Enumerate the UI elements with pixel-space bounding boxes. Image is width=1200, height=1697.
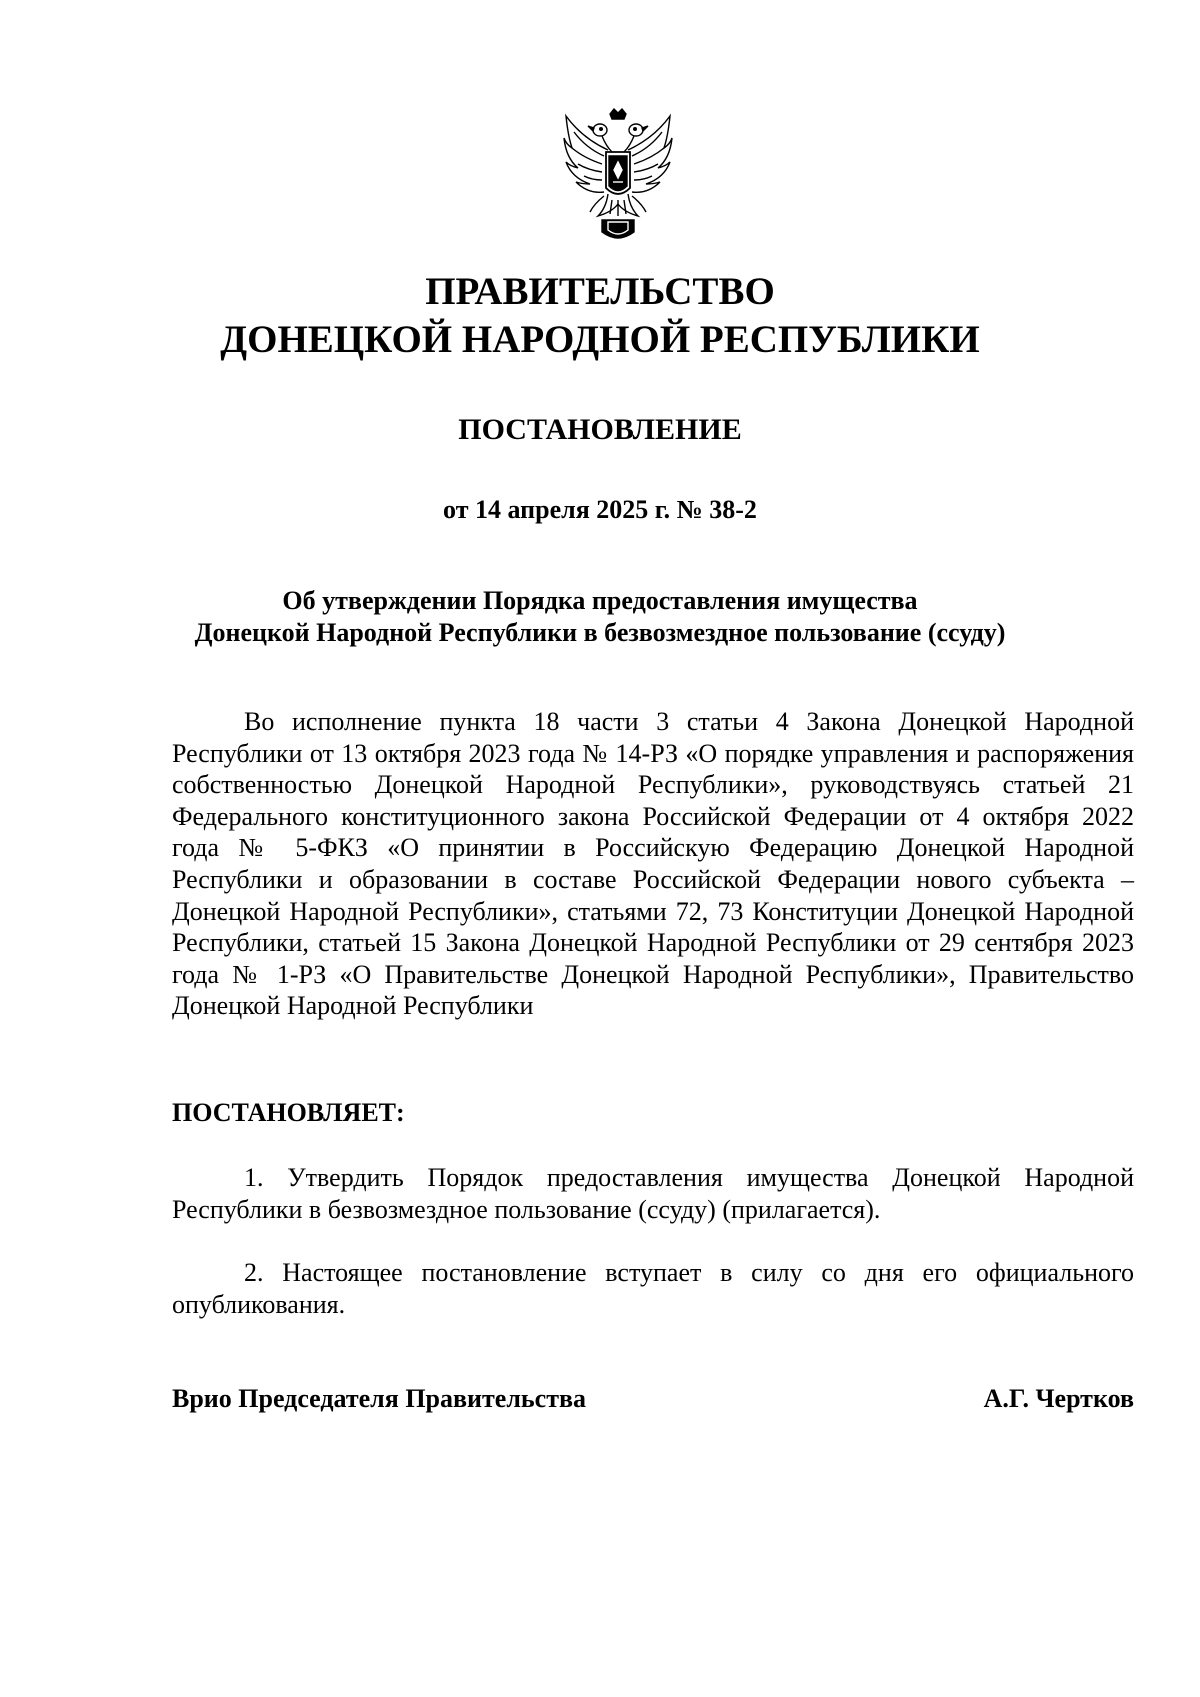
document-subject-line-1: Об утверждении Порядка предоставления имущества [282, 586, 918, 615]
document-date: от 14 апреля 2025 г. № 38-2 [443, 495, 757, 524]
signatory-name: А.Г. Чертков [983, 1384, 1134, 1413]
document-type: ПОСТАНОВЛЕНИЕ [458, 413, 742, 446]
signatory-role: Врио Председателя Правительства [172, 1384, 587, 1413]
government-title-line-2: ДОНЕЦКОЙ НАРОДНОЙ РЕСПУБЛИКИ [220, 318, 980, 361]
document-subject-line-2: Донецкой Народной Республики в безвозмездное пользование (ссуду) [194, 618, 1006, 647]
clause-1: 1. Утвердить Порядок предоставления имущества Донецкой Народной Республики в безвозмездное пользование (ссуду) (прилагается). [172, 1163, 1134, 1224]
preamble-paragraph: Во исполнение пункта 18 части 3 статьи 4 Закона Донецкой Народной Республики от 13 октября 2023 года № 14-РЗ «О порядке управления и распоряжения собственностью Донецкой Народной Республики», руководствуясь статьей 21 Федерального конституционного закона Российской Федерации от 4 октября 2022 года № 5-ФКЗ «О принятии в Российскую Федерацию Донецкой Народной Республики и образовании в составе Российской Федерации нового субъекта – Донецкой Народной Республики», статьями 72, 73 Конституции Донецкой Народной Республики, статьей 15 Закона Донецкой Народной Республики от 29 сентября 2023 года № 1-РЗ «О Правительстве Донецкой Народной Республики», Правительство Донецкой Народной Республики [172, 707, 1134, 1021]
dpr-coat-of-arms-icon [562, 108, 674, 248]
decree-word: ПОСТАНОВЛЯЕТ: [172, 1098, 405, 1127]
government-title-line-1: ПРАВИТЕЛЬСТВО [425, 270, 775, 313]
clause-2: 2. Настоящее постановление вступает в силу со дня его официального опубликования. [172, 1258, 1134, 1319]
